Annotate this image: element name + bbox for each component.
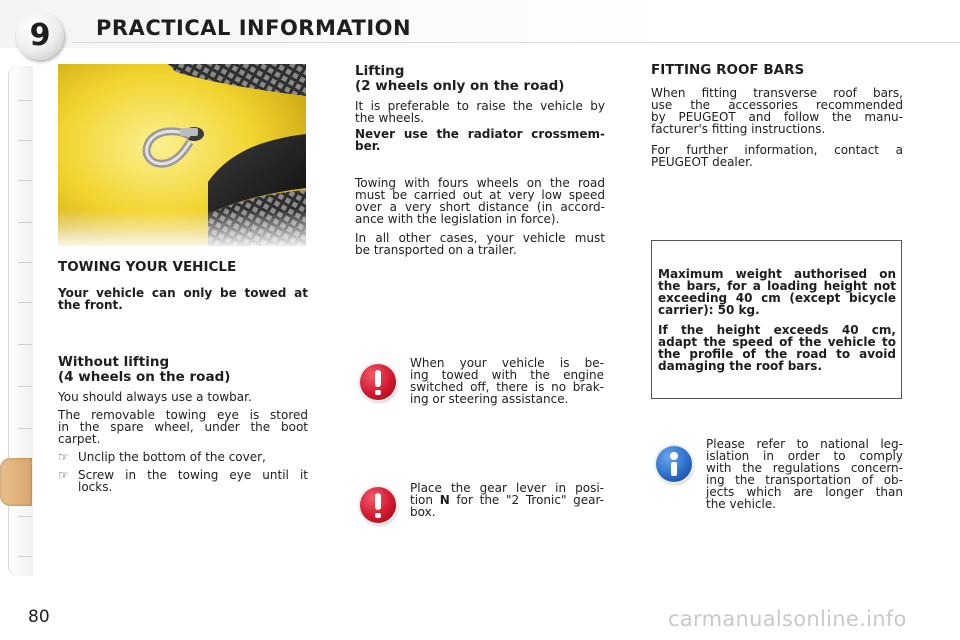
gear-lever-alert-text: Place the gear lever in posi- tion N for the "2 Tronic" gear- box.	[410, 481, 605, 519]
chapter-tab[interactable]	[18, 386, 32, 387]
chapter-tab[interactable]	[18, 556, 32, 557]
towbar-instruction: You should always use a towbar.	[58, 390, 252, 404]
lifting-title: Lifting (2 wheels only on the road)	[355, 63, 565, 94]
chapter-title: PRACTICAL INFORMATION	[96, 16, 412, 40]
chapter-number-badge: 9	[16, 12, 64, 60]
alert-icon	[360, 364, 396, 400]
radiator-warning: Never use the radiator crossmem- ber.	[355, 127, 605, 153]
front-only-note: Your vehicle can only be towed at the front.	[58, 286, 308, 312]
gear-position-label: N	[439, 493, 450, 507]
chapter-tab[interactable]	[18, 302, 32, 303]
towing-eye-illustration	[58, 64, 306, 246]
step-bullet-icon: ☞	[58, 450, 69, 464]
page-number: 80	[28, 607, 50, 627]
towing-eye-storage-text: The removable towing eye is stored in the spare wheel, under the boot carpet.	[58, 408, 308, 446]
chapter-tab[interactable]	[18, 100, 32, 101]
dealer-contact-text: For further information, contact a PEUGEOT dealer.	[651, 143, 903, 169]
legislation-info-text: Please refer to national leg- islation in order to comply with the regulations concern- ing the transportation of ob- jects which are longer than the vehicle.	[706, 437, 903, 511]
engine-off-alert-text: When your vehicle is be- ing towed with the engine switched off, there is no brak- ing or steering assistance.	[410, 356, 604, 406]
roof-bars-section-title: FITTING ROOF BARS	[651, 62, 805, 78]
step-bullet-icon: ☞	[58, 468, 69, 482]
chapter-tab-active[interactable]	[0, 458, 32, 506]
alert-icon	[360, 487, 396, 523]
chapter-tab[interactable]	[18, 344, 32, 345]
chapter-tab[interactable]	[18, 140, 32, 141]
four-wheel-towing-text: Towing with fours wheels on the road must be carried out at very low speed over a very short distance (in accord- ance with the legislation in force).	[355, 176, 605, 226]
watermark: carmanualsonline.info	[668, 607, 907, 631]
without-lifting-title: Without lifting (4 wheels on the road)	[58, 354, 231, 385]
chapter-tab[interactable]	[18, 516, 32, 517]
chapter-tab[interactable]	[18, 180, 32, 181]
max-weight-notice: Maximum weight authorised on the bars, for a loading height not exceeding 40 cm (except bicycle carrier): 50 kg.	[658, 267, 896, 317]
screw-towing-eye-step: Screw in the towing eye until it locks.	[78, 468, 308, 494]
chapter-tab[interactable]	[18, 222, 32, 223]
info-icon	[656, 446, 692, 482]
height-speed-notice: If the height exceeds 40 cm, adapt the speed of the vehicle to the profile of the road to avoid damaging the roof bars.	[658, 323, 896, 373]
lifting-text: It is preferable to raise the vehicle by the wheels.	[355, 99, 605, 125]
roof-load-notice-box	[651, 240, 902, 399]
header-rule	[72, 42, 960, 43]
roof-bars-text: When fitting transverse roof bars, use the accessories recommended by PEUGEOT and follow the manu- facturer's fitting instructions.	[651, 86, 903, 136]
towing-section-title: TOWING YOUR VEHICLE	[58, 259, 237, 275]
unclip-cover-step: Unclip the bottom of the cover,	[78, 450, 266, 464]
illustration-fade	[58, 64, 306, 246]
trailer-text: In all other cases, your vehicle must be transported on a trailer.	[355, 231, 605, 257]
chapter-tab[interactable]	[18, 428, 32, 429]
chapter-tab[interactable]	[18, 262, 32, 263]
